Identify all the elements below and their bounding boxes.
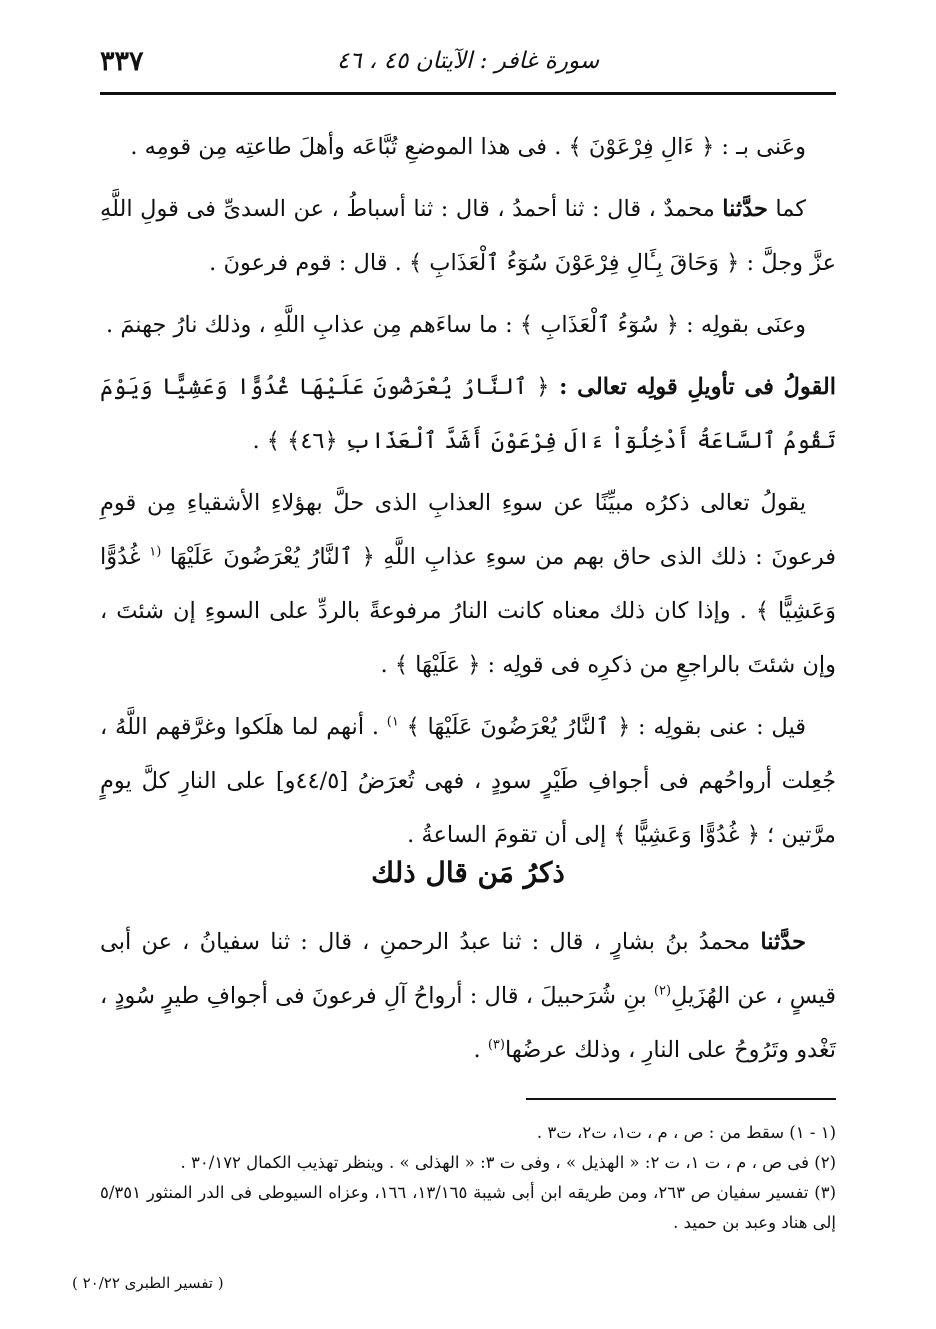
footnote-3: (٣) تفسير سفيان ص ٢٦٣، ومن طريقه ابن أبى شيبة ١٣/١٦٥، ١٦٦، وعزاه السيوطى فى الدر المنثور ٥/٣٥١ إلى هناد وعبد بن حميد . [100,1183,837,1232]
paragraph-2-text: محمدٌ ، قال : ثنا أحمدُ ، قال : ثنا أسباطُ ، عن السدىِّ فى قولِ اللَّهِ عزَّ وجلَّ : ﴿ وَحَاقَ بِـَٔالِ فِرْعَوْنَ سُوٓءُ ٱلْعَذَابِ ﴾ . قال : قوم فرعونَ . [100,196,836,276]
hadith-marker: حدَّثنا [760,929,806,955]
paragraph-4 [100,360,836,468]
footnotes [100,1118,836,1238]
footnote-ref-1-end: ١) [386,714,399,730]
paragraph-5 [100,476,836,692]
footnote-ref-1: (١ [149,544,162,560]
tafsir-heading: القولُ فى تأويلِ قولِه تعالى : [549,374,836,400]
paragraph-1: وعَنى بـ : ﴿ ءَالِ فِرْعَوْنَ ﴾ . فى هذا الموضعِ تُبَّاعَه وأهلَ طاعتِه مِن قومِه . [130,134,806,160]
running-title: سورة غافر : الآيتان ٤٥ ، ٤٦ [336,48,600,74]
paragraph-6-text-a: قيل : عنى بقولِه : ﴿ ٱلنَّارُ يُعْرَضُونَ عَلَيْهَا ﴾ [398,714,807,740]
paragraph-2-lead: كما [767,196,807,222]
section-paragraph [100,915,836,1077]
page-header [100,40,836,95]
hadith-marker: حدَّثنا [722,196,768,222]
paragraph-6-text-b: . أنهم لما هلَكوا وغرَّقهم اللَّهُ ، جُعِلت أرواحُهم فى أجوافِ طَيْرٍ سودٍ ، فهى تُعرَضُ [٤٤/٥و] على النارِ كلَّ يومٍ مرَّتين ؛ ﴿ غُدُوًّا وَعَشِيًّا ﴾ إلى أن تقومَ الساعةُ . [100,714,836,848]
section-text-a: محمدُ بنُ بشارٍ ، قال : ثنا عبدُ الرحمنِ ، قال : ثنا سفيانُ ، عن أبى قيسٍ ، عن الهُزَيلِ [100,929,836,1009]
paragraph-5-text-b: غُدُوًّا وَعَشِيًّا ﴾ . وإذا كان ذلك معناه كانت النارُ مرفوعةً بالردِّ على السوءِ إن شئتَ ، وإن شئتَ بالراجعِ من ذكرِه فى قولِه : ﴿ عَلَيْهَا ﴾ . [100,544,836,678]
footnote-1: (١ - ١) سقط من : ص ، م ، ت١، ت٢، ت٣ . [536,1123,836,1142]
footnote-ref-3: (٣) [487,1037,505,1053]
paragraph-2 [100,182,836,290]
footnote-2: (٢) فى ص ، م ، ت ١، ت ٢: « الهذيل » ، وفى ت ٣: « الهذلى » . وينظر تهذيب الكمال ٣٠/١٧٢ . [180,1153,836,1172]
main-text [100,120,836,870]
paragraph-5-text-a: يقولُ تعالى ذكرُه مبيِّنًا عن سوءِ العذابِ الذى حلَّ بهؤلاءِ الأشقياءِ مِن قومِ فرعونَ : ذلك الذى حاق بهم من سوءِ عذابِ اللَّهِ ﴿ ٱلنَّارُ يُعْرَضُونَ عَلَيْهَا [100,490,836,570]
quran-verse: ﴿ ٱلنَّارُ يُعْرَضُونَ عَلَيْهَا غُدُوًّا وَعَشِيًّا وَيَوْمَ تَقُومُ ٱلسَّاعَةُ أَدْخِلُوٓاْ ءَالَ فِرْعَوْنَ أَشَدَّ ٱلْعَذَابِ ﴿٤٦﴾ ﴾ . [100,374,836,454]
section-text [100,915,836,1077]
paragraph-3: وعنَى بقولِه : ﴿ سُوٓءُ ٱلْعَذَابِ ﴾ : ما ساءَهم مِن عذابِ اللَّهِ ، وذلك نارُ جهنمَ . [106,312,806,338]
section-text-c: . [473,1037,488,1063]
printer-signature: ( تفسير الطبرى ٢٠/٢٢ ) [72,1274,224,1292]
section-heading: ذكرُ مَن قال ذلك [371,856,565,889]
section-text-b: بنِ شُرَحبيلَ ، قال : أرواحُ آلِ فرعونَ فى أجوافِ طيرٍ سُودٍ ، تَغْدو وتَرُوحُ على النارِ ، وذلك عرضُها [100,983,836,1063]
footnote-divider [526,1098,836,1100]
page-number: ٣٣٧ [100,46,144,77]
paragraph-6 [100,700,836,862]
footnote-ref-2: (٢) [653,983,672,999]
